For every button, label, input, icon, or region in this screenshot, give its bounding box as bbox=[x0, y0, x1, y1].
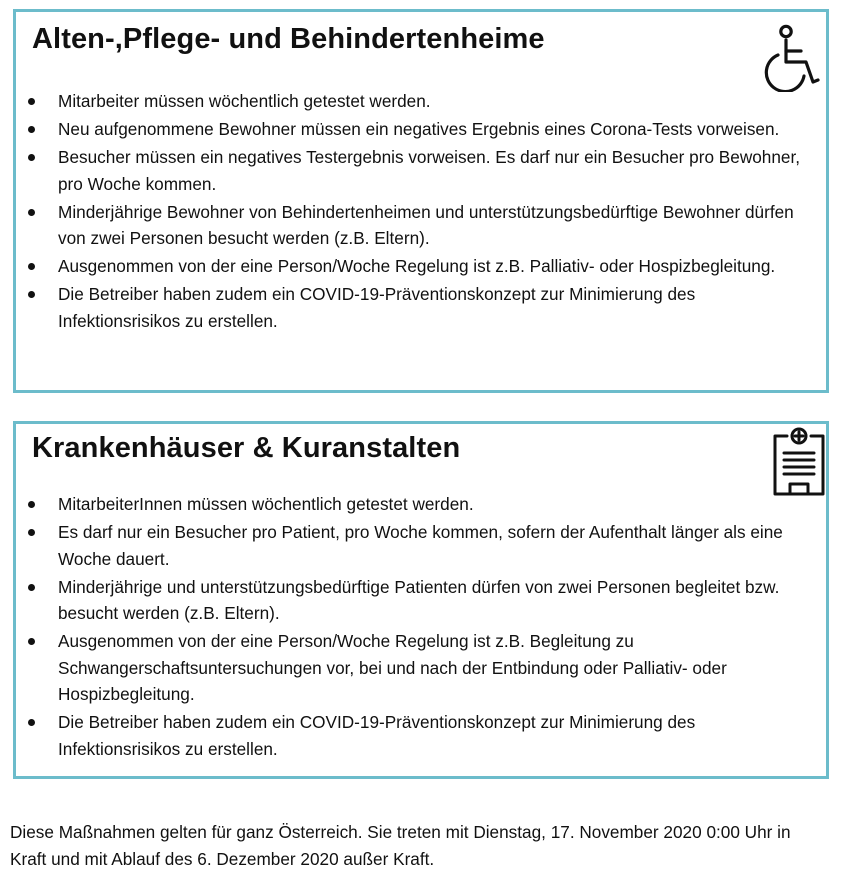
list-item: Die Betreiber haben zudem ein COVID-19-Präventionskonzept zur Minimierung des Infektionsrisikos zu erstellen. bbox=[16, 709, 836, 762]
rules-list bbox=[16, 491, 836, 764]
list-item: Ausgenommen von der eine Person/Woche Regelung ist z.B. Palliativ- oder Hospizbegleitung. bbox=[16, 253, 836, 280]
list-item: Minderjährige und unterstützungsbedürftige Patienten dürfen von zwei Personen begleitet bzw. besucht werden (z.B. Eltern). bbox=[16, 574, 836, 627]
list-item: Minderjährige Bewohner von Behindertenheimen und unterstützungsbedürftige Bewohner dürfen von zwei Personen besucht werden (z.B. Eltern). bbox=[16, 199, 836, 252]
section-title: Alten-,Pflege- und Behindertenheime bbox=[32, 23, 545, 55]
footer-note: Diese Maßnahmen gelten für ganz Österreich. Sie treten mit Dienstag, 17. November 2020 0:00 Uhr in Kraft und mit Ablauf des 6. Dezember 2020 außer Kraft. bbox=[10, 822, 791, 869]
hospital-clipboard-icon bbox=[771, 426, 827, 498]
section-hospitals bbox=[13, 421, 829, 779]
list-item: Es darf nur ein Besucher pro Patient, pro Woche kommen, sofern der Aufenthalt länger als eine Woche dauert. bbox=[16, 519, 836, 572]
list-item: Mitarbeiter müssen wöchentlich getestet werden. bbox=[16, 88, 836, 115]
list-item: Die Betreiber haben zudem ein COVID-19-Präventionskonzept zur Minimierung des Infektionsrisikos zu erstellen. bbox=[16, 281, 836, 334]
list-item: Neu aufgenommene Bewohner müssen ein negatives Ergebnis eines Corona-Tests vorweisen. bbox=[16, 116, 836, 143]
section-care-homes bbox=[13, 9, 829, 393]
rules-list bbox=[16, 88, 836, 336]
list-item: Besucher müssen ein negatives Testergebnis vorweisen. Es darf nur ein Besucher pro Bewohner, pro Woche kommen. bbox=[16, 144, 836, 197]
wheelchair-icon bbox=[761, 24, 821, 92]
list-item: Ausgenommen von der eine Person/Woche Regelung ist z.B. Begleitung zu Schwangerschaftsuntersuchungen vor, bei und nach der Entbindung oder Palliativ- oder Hospizbegleitung. bbox=[16, 628, 836, 708]
list-item: MitarbeiterInnen müssen wöchentlich getestet werden. bbox=[16, 491, 836, 518]
section-title: Krankenhäuser & Kuranstalten bbox=[32, 432, 461, 464]
